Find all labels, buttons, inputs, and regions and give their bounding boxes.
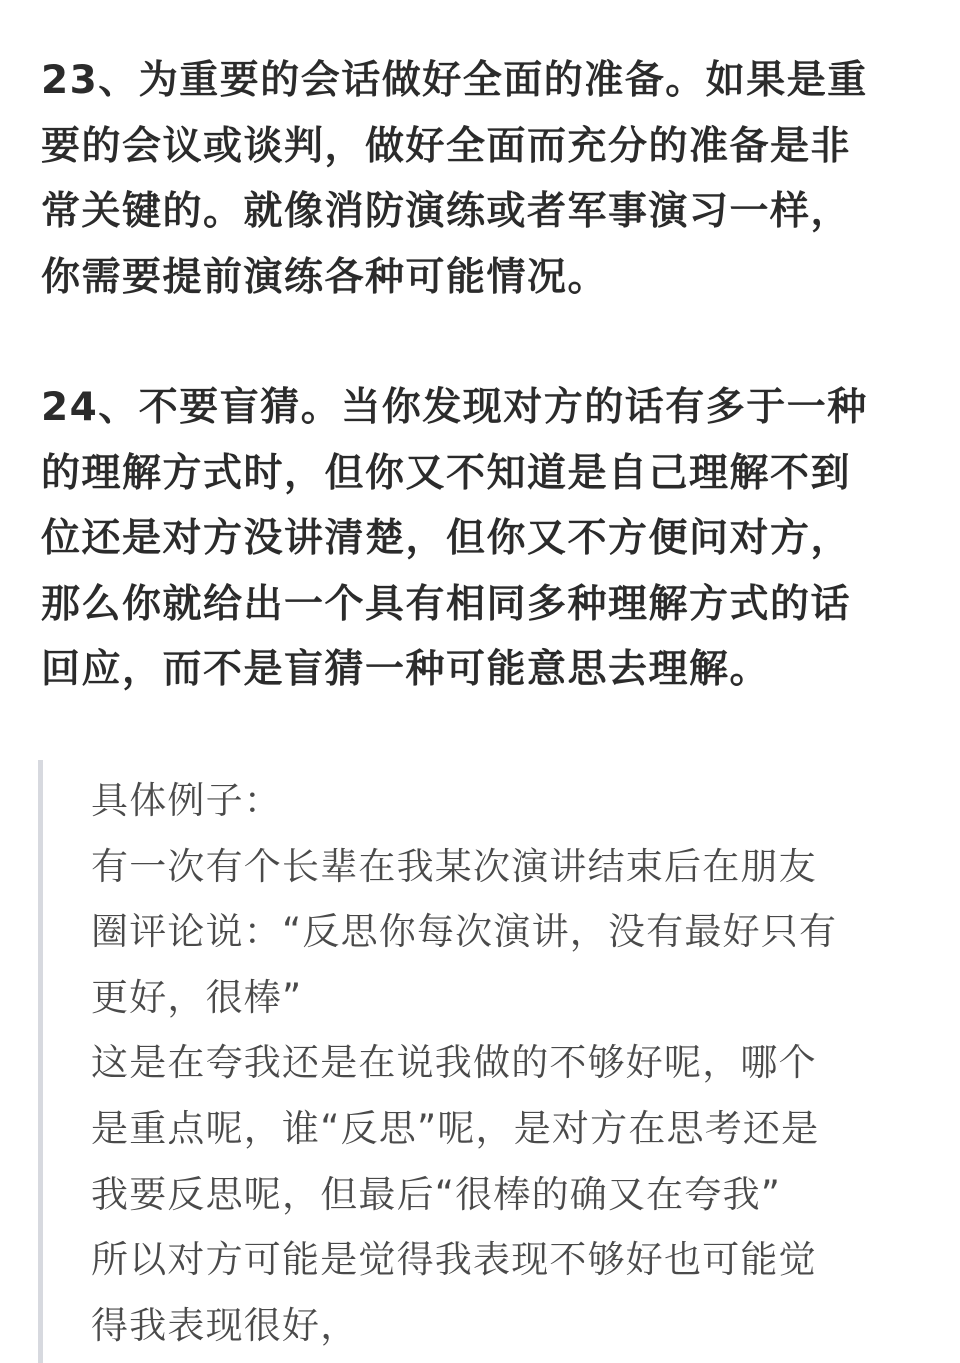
blockquote-example: [38, 760, 938, 1363]
blockquote-text: 具体例子： 有一次有个长辈在我某次演讲结束后在朋友 圈评论说：“反思你每次演讲，没有最好只有 更好，很棒” 这是在夸我还是在说我做的不够好呢，哪个 是重点呢，谁“反思”呢，是对方在思考还是 我要反思呢，但最后“很棒的确又在夸我” 所以对方可能是觉得我表现不够好也可能觉 得我表现很好，: [91, 779, 838, 1347]
blockquote-bar: [38, 760, 43, 1363]
paragraph-24: 24、不要盲猜。当你发现对方的话有多于一种 的理解方式时，但你又不知道是自己理解不到 位还是对方没讲清楚，但你又不方便问对方， 那么你就给出一个具有相同多种理解方式的话 回应，而不是盲猜一种可能意思去理解。: [41, 385, 868, 692]
paragraph-23: 23、为重要的会话做好全面的准备。如果是重 要的会议或谈判，做好全面而充分的准备是非 常关键的。就像消防演练或者军事演习一样， 你需要提前演练各种可能情况。: [41, 58, 868, 300]
